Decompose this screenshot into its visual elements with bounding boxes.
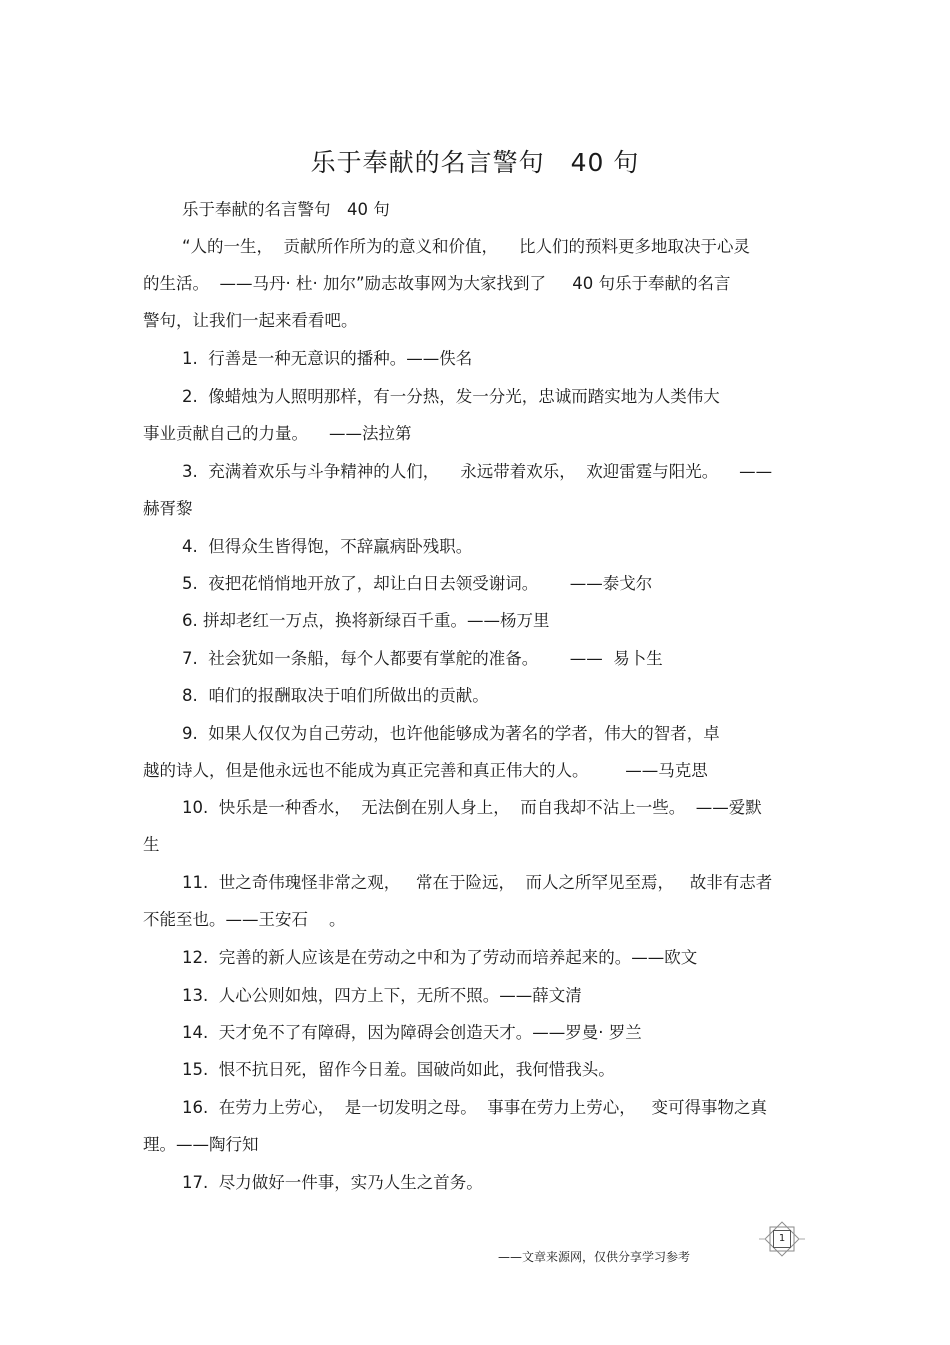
quote-3-cont: 赫胥黎	[143, 499, 193, 518]
quote-10-cont: 生	[143, 835, 160, 854]
intro-line-3: 警句，让我们一起来看看吧。	[143, 311, 358, 330]
quote-13: 13. 人心公则如烛，四方上下，无所不照。——薛文清	[182, 986, 582, 1005]
quote-15: 15. 恨不抗日死，留作今日羞。国破尚如此，我何惜我头。	[182, 1060, 615, 1079]
quote-17: 17. 尽力做好一件事，实乃人生之首务。	[182, 1173, 483, 1192]
quote-11-cont: 不能至也。——王安石 。	[143, 910, 346, 929]
subtitle-line: 乐于奉献的名言警句 40 句	[182, 200, 390, 219]
quote-11: 11. 世之奇伟瑰怪非常之观， 常在于险远， 而人之所罕见至焉， 故非有志者	[182, 873, 773, 892]
quote-2-cont: 事业贡献自己的力量。 ——法拉第	[143, 424, 412, 443]
quote-1: 1. 行善是一种无意识的播种。——佚名	[182, 349, 473, 368]
page-title: 乐于奉献的名言警句 40 句	[310, 148, 640, 177]
quote-16-cont: 理。——陶行知	[143, 1135, 259, 1154]
page-number: 1	[778, 1233, 786, 1244]
intro-line-1: “人的一生， 贡献所作所为的意义和价值， 比人们的预料更多地取决于心灵	[182, 237, 751, 256]
quote-3: 3. 充满着欢乐与斗争精神的人们， 永远带着欢乐， 欢迎雷霆与阳光。 ——	[182, 462, 773, 481]
quote-5: 5. 夜把花悄悄地开放了，却让白日去领受谢词。 ——泰戈尔	[182, 574, 653, 593]
quote-8: 8. 咱们的报酬取决于咱们所做出的贡献。	[182, 686, 489, 705]
quote-16: 16. 在劳力上劳心， 是一切发明之母。 事事在劳力上劳心， 变可得事物之真	[182, 1098, 767, 1117]
quote-4: 4. 但得众生皆得饱，不辞羸病卧残职。	[182, 537, 473, 556]
footer-source-note: ——文章来源网，仅供分享学习参考	[498, 1250, 691, 1264]
quote-12: 12. 完善的新人应该是在劳动之中和为了劳动而培养起来的。——欧文	[182, 948, 698, 967]
quote-6: 6. 拼却老红一万点，换将新绿百千重。——杨万里	[182, 611, 550, 630]
quote-2: 2. 像蜡烛为人照明那样，有一分热，发一分光，忠诚而踏实地为人类伟大	[182, 387, 720, 406]
quote-10: 10. 快乐是一种香水， 无法倒在别人身上， 而自我却不沾上一些。 ——爱默	[182, 798, 762, 817]
intro-line-2: 的生活。 ——马丹· 杜· 加尔”励志故事网为大家找到了 40 句乐于奉献的名言	[143, 274, 731, 293]
quote-7: 7. 社会犹如一条船，每个人都要有掌舵的准备。 —— 易卜生	[182, 649, 663, 668]
quote-9-cont: 越的诗人，但是他永远也不能成为真正完善和真正伟大的人。 ——马克思	[143, 761, 708, 780]
quote-14: 14. 天才免不了有障碍，因为障碍会创造天才。——罗曼· 罗兰	[182, 1023, 642, 1042]
quote-9: 9. 如果人仅仅为自己劳动，也许他能够成为著名的学者，伟大的智者，卓	[182, 724, 720, 743]
